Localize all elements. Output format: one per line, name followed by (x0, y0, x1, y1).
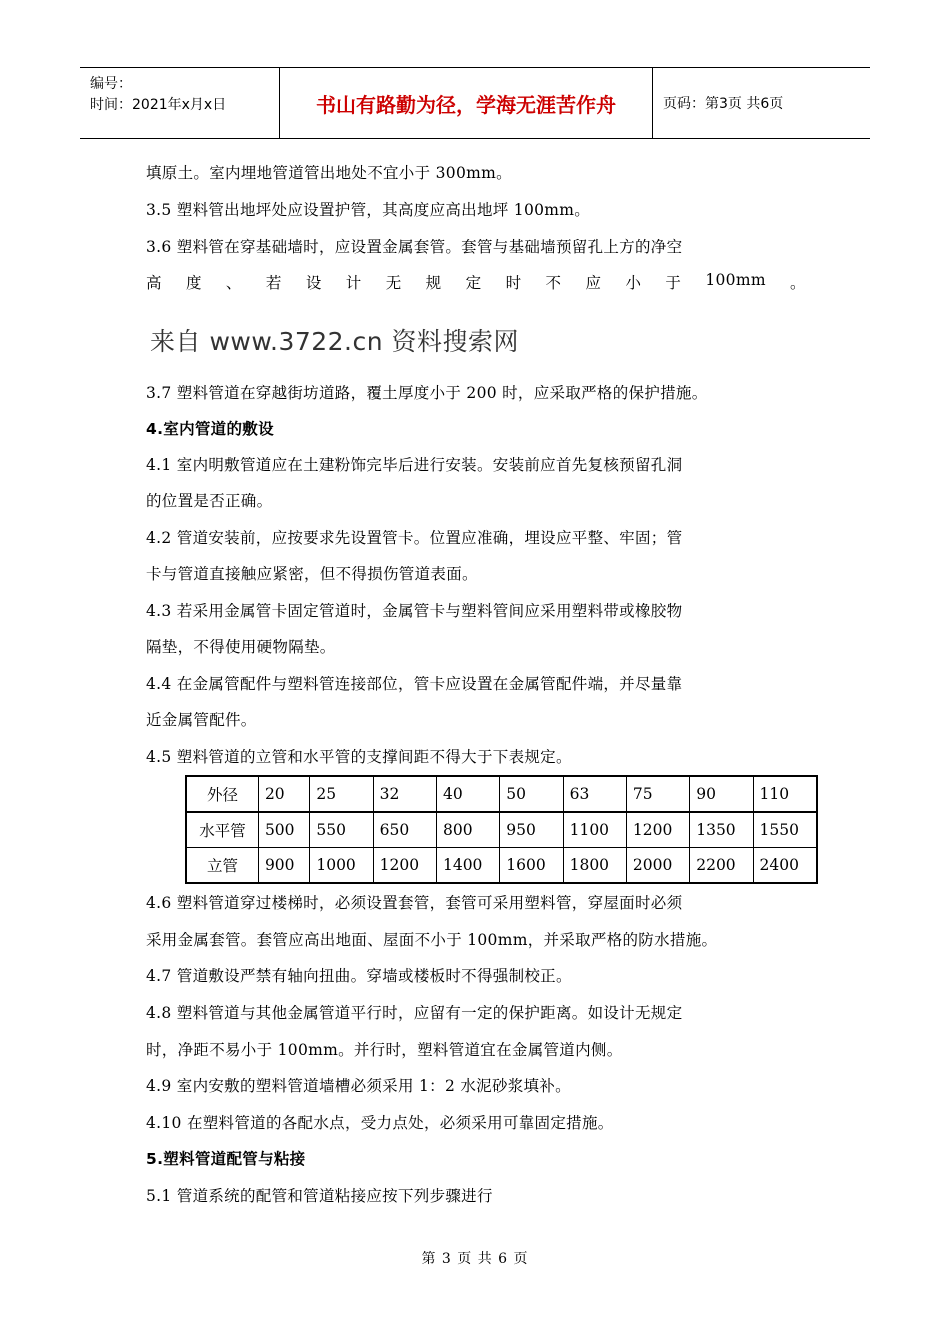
body-line: 3.7 塑料管道在穿越街坊道路，覆土厚度小于 200 时，应采取严格的保护措施。 (146, 384, 708, 402)
table-row (186, 776, 817, 812)
table-cell: 50 (500, 776, 563, 812)
body-line: 时，净距不易小于 100mm。并行时，塑料管道宜在金属管道内侧。 (146, 1041, 623, 1059)
body-line: 近金属管配件。 (146, 711, 257, 729)
justified-word: 。 (789, 274, 806, 292)
body-line: 4.7 管道敷设严禁有轴向扭曲。穿墙或楼板时不得强制校正。 (146, 967, 572, 985)
justified-word: 小 (625, 274, 642, 292)
table-cell: 1800 (563, 848, 626, 884)
body-line: 4.8 塑料管道与其他金属管道平行时，应留有一定的保护距离。如设计无规定 (146, 1004, 683, 1022)
body-line: 卡与管道直接触应紧密，但不得损伤管道表面。 (146, 565, 478, 583)
justified-word: 于 (665, 274, 682, 292)
justified-word: 设 (305, 274, 322, 292)
table-cell: 1200 (626, 812, 689, 848)
table-cell: 1200 (373, 848, 436, 884)
table-cell: 650 (373, 812, 436, 848)
source-watermark: 来自 www.3722.cn 资料搜索网 (150, 327, 520, 356)
table-cell: 2000 (626, 848, 689, 884)
time-label: 时间：2021年x月x日 (90, 97, 227, 113)
table-cell: 75 (626, 776, 689, 812)
table-cell: 2400 (753, 848, 817, 884)
table-cell: 800 (436, 812, 499, 848)
header-meta (80, 68, 280, 138)
justified-word: 不 (545, 274, 562, 292)
support-spacing-table (185, 775, 818, 884)
table-cell: 1550 (753, 812, 817, 848)
body-line: 填原土。室内埋地管道管出地处不宜小于 300mm。 (146, 164, 512, 182)
body-line: 4.6 塑料管道穿过楼梯时，必须设置套管，套管可采用塑料管，穿屋面时必须 (146, 894, 683, 912)
justified-word: 定 (465, 274, 482, 292)
justified-word: 应 (585, 274, 602, 292)
justified-word: 计 (345, 274, 362, 292)
table-cell: 25 (310, 776, 373, 812)
section-heading: 5.塑料管道配管与粘接 (146, 1150, 306, 1168)
table-cell: 90 (690, 776, 753, 812)
table-cell: 1400 (436, 848, 499, 884)
body-line: 采用金属套管。套管应高出地面、屋面不小于 100mm，并采取严格的防水措施。 (146, 931, 718, 949)
body-line: 3.6 塑料管在穿基础墙时，应设置金属套管。套管与基础墙预留孔上方的净空 (146, 238, 683, 256)
row-label-cell: 水平管 (186, 812, 258, 848)
table-cell: 110 (753, 776, 817, 812)
table-cell: 32 (373, 776, 436, 812)
table-cell: 1350 (690, 812, 753, 848)
row-label-cell: 外径 (186, 776, 258, 812)
body-line: 4.4 在金属管配件与塑料管连接部位，管卡应设置在金属管配件端，并尽量靠 (146, 675, 683, 693)
body-line: 隔垫，不得使用硬物隔垫。 (146, 638, 336, 656)
body-line: 4.2 管道安装前，应按要求先设置管卡。位置应准确，埋设应平整、牢固；管 (146, 529, 683, 547)
table-cell: 20 (258, 776, 309, 812)
body-line: 4.3 若采用金属管卡固定管道时，金属管卡与塑料管间应采用塑料带或橡胶物 (146, 602, 683, 620)
body-line: 4.10 在塑料管道的各配水点，受力点处，必须采用可靠固定措施。 (146, 1114, 614, 1132)
body-line-justified (146, 271, 806, 293)
header-motto: 书山有路勤为径，学海无涯苦作舟 (280, 68, 653, 138)
number-label: 编号： (90, 76, 132, 92)
page-header (80, 67, 870, 139)
section-heading: 4.室内管道的敷设 (146, 420, 274, 438)
body-line: 4.1 室内明敷管道应在土建粉饰完毕后进行安装。安装前应首先复核预留孔洞 (146, 456, 683, 474)
table-cell: 550 (310, 812, 373, 848)
justified-word: 规 (425, 274, 442, 292)
table-cell: 40 (436, 776, 499, 812)
page-footer: 第 3 页 共 6 页 (421, 1251, 529, 1267)
header-page-info: 页码：第3页 共6页 (663, 96, 784, 112)
table-cell: 1600 (500, 848, 563, 884)
table-row (186, 812, 817, 848)
table-cell: 2200 (690, 848, 753, 884)
row-label-cell: 立管 (186, 848, 258, 884)
table-cell: 1100 (563, 812, 626, 848)
table-cell: 63 (563, 776, 626, 812)
justified-word: 时 (505, 274, 522, 292)
table-cell: 500 (258, 812, 309, 848)
body-line: 4.9 室内安敷的塑料管道墙槽必须采用 1：2 水泥砂浆填补。 (146, 1077, 571, 1095)
justified-word: 若 (265, 274, 282, 292)
justified-word: 高 (146, 274, 162, 292)
table-cell: 900 (258, 848, 309, 884)
justified-word: 、 (225, 274, 242, 292)
table-row (186, 848, 817, 884)
justified-word: 无 (385, 274, 402, 292)
table-cell: 950 (500, 812, 563, 848)
body-line: 的位置是否正确。 (146, 492, 273, 510)
body-line: 4.5 塑料管道的立管和水平管的支撑间距不得大于下表规定。 (146, 748, 572, 766)
table-cell: 1000 (310, 848, 373, 884)
body-line: 5.1 管道系统的配管和管道粘接应按下列步骤进行 (146, 1187, 493, 1205)
body-line: 3.5 塑料管出地坪处应设置护管，其高度应高出地坪 100mm。 (146, 201, 591, 219)
justified-word: 100mm (705, 271, 766, 289)
justified-word: 度 (185, 274, 202, 292)
